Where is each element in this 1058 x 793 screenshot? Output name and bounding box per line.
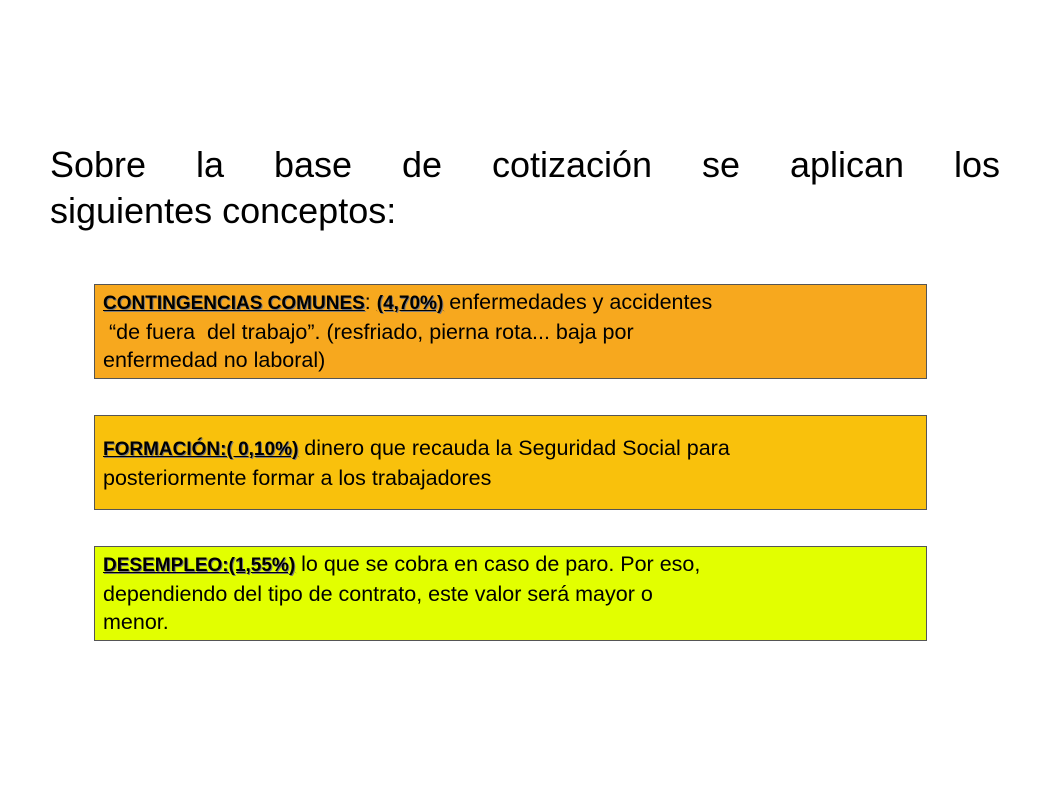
box-text: enfermedades y accidentes xyxy=(443,290,713,314)
box-text: “de fuera del trabajo”. (resfriado, pierna rota... baja por xyxy=(103,320,634,344)
box-text: enfermedad no laboral) xyxy=(103,348,326,372)
contingencias-comunes-rate: (4,70%) xyxy=(376,293,444,314)
box-text: posteriormente formar a los trabajadores xyxy=(103,466,492,490)
formacion-box xyxy=(94,415,927,510)
heading xyxy=(50,142,1000,234)
desempleo-box xyxy=(94,546,927,641)
box-line xyxy=(103,550,918,580)
formacion-label: FORMACIÓN:( 0,10%) xyxy=(103,439,299,460)
contingencias-comunes-box xyxy=(94,284,927,379)
box-line xyxy=(103,288,918,318)
box-text: lo que se cobra en caso de paro. Por eso, xyxy=(295,552,701,576)
box-text: dependiendo del tipo de contrato, este valor será mayor o xyxy=(103,582,653,606)
heading-line-2: siguientes conceptos: xyxy=(50,190,397,231)
heading-line-1: Sobre la base de cotización se aplican los xyxy=(50,144,1000,185)
label-separator: : xyxy=(364,290,377,314)
contingencias-comunes-label: CONTINGENCIAS COMUNES xyxy=(103,293,365,314)
box-text: menor. xyxy=(103,610,169,634)
box-text: dinero que recauda la Seguridad Social para xyxy=(298,436,730,460)
desempleo-label: DESEMPLEO:(1,55%) xyxy=(103,555,296,576)
box-line xyxy=(103,434,918,464)
